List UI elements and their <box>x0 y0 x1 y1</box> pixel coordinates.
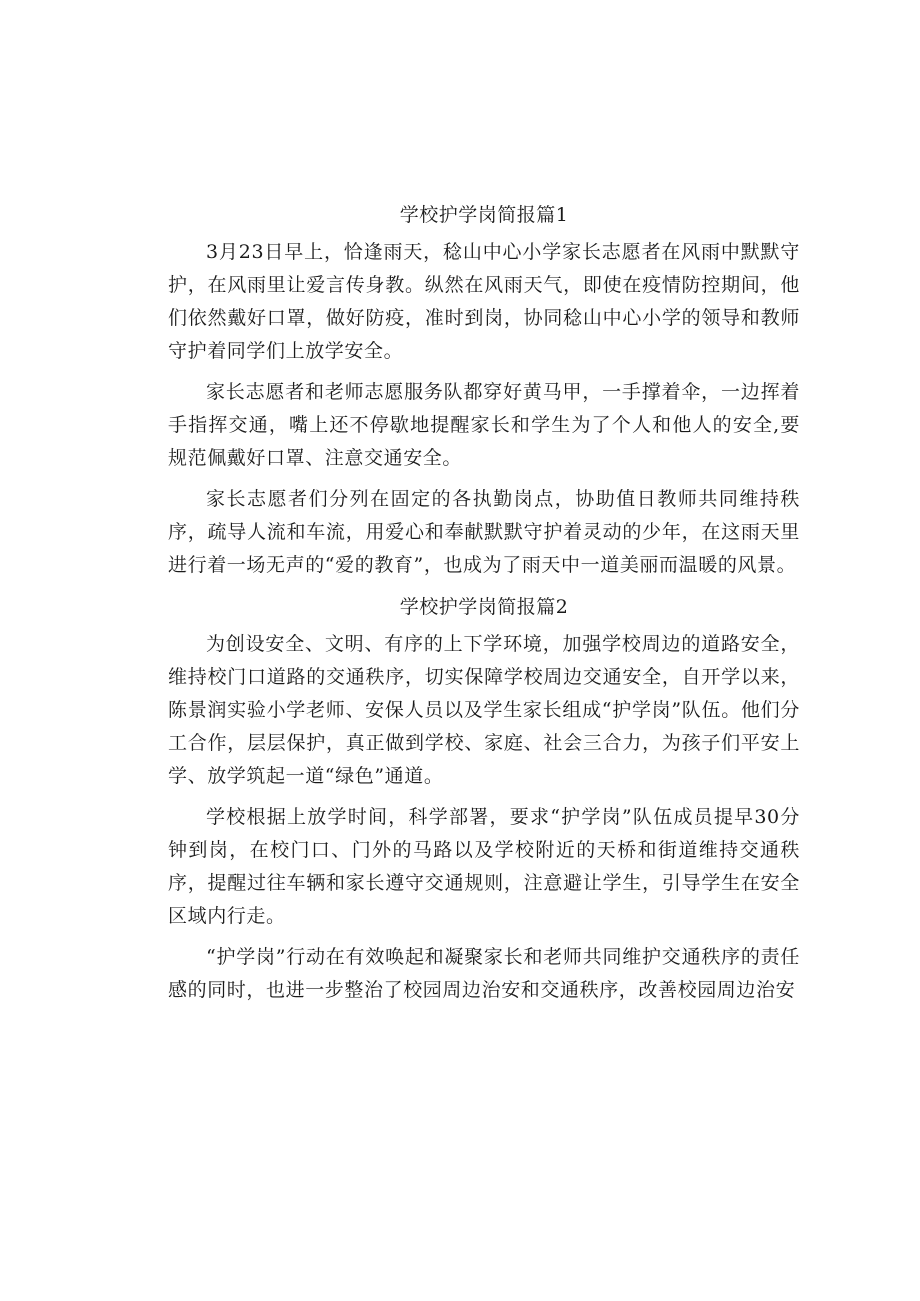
document-body <box>168 198 800 1015</box>
paragraph: 3月23日早上，恰逢雨天，稔山中心小学家长志愿者在风雨中默默守护，在风雨里让爱言传身教。纵然在风雨天气，即使在疫情防控期间，他们依然戴好口罩，做好防疫，准时到岗，协同稔山中心小学的领导和教师守护着同学们上放学安全。 <box>168 241 800 362</box>
paragraph: 学校根据上放学时间，科学部署，要求“护学岗”队伍成员提早30分钟到岗，在校门口、门外的马路以及学校附近的天桥和街道维持交通秩序，提醒过往车辆和家长遵守交通规则，注意避让学生，引导学生在安全区域内行走。 <box>168 806 800 927</box>
paragraph: “护学岗”行动在有效唤起和凝聚家长和老师共同维护交通秩序的责任感的同时，也进一步整治了校园周边治安和交通秩序，改善校园周边治安 <box>168 946 800 1001</box>
section-title: 学校护学岗简报篇1 <box>399 204 569 226</box>
section-1 <box>168 198 800 582</box>
paragraph: 为创设安全、文明、有序的上下学环境，加强学校周边的道路安全，维持校门口道路的交通秩序，切实保障学校周边交通安全，自开学以来，陈景润实验小学老师、安保人员以及学生家长组成“护学岗”队伍。他们分工合作，层层保护，真正做到学校、家庭、社会三合力，为孩子们平安上学、放学筑起一道“绿色”通道。 <box>168 633 800 787</box>
section-2 <box>168 590 800 1007</box>
paragraph: 家长志愿者们分列在固定的各执勤岗点，协助值日教师共同维持秩序，疏导人流和车流，用爱心和奉献默默守护着灵动的少年，在这雨天里进行着一场无声的“爱的教育”，也成为了雨天中一道美丽而温暖的风景。 <box>168 488 800 576</box>
section-title: 学校护学岗简报篇2 <box>399 596 569 618</box>
paragraph: 家长志愿者和老师志愿服务队都穿好黄马甲，一手撑着伞，一边挥着手指挥交通，嘴上还不停歇地提醒家长和学生为了个人和他人的安全,要规范佩戴好口罩、注意交通安全。 <box>168 381 800 469</box>
